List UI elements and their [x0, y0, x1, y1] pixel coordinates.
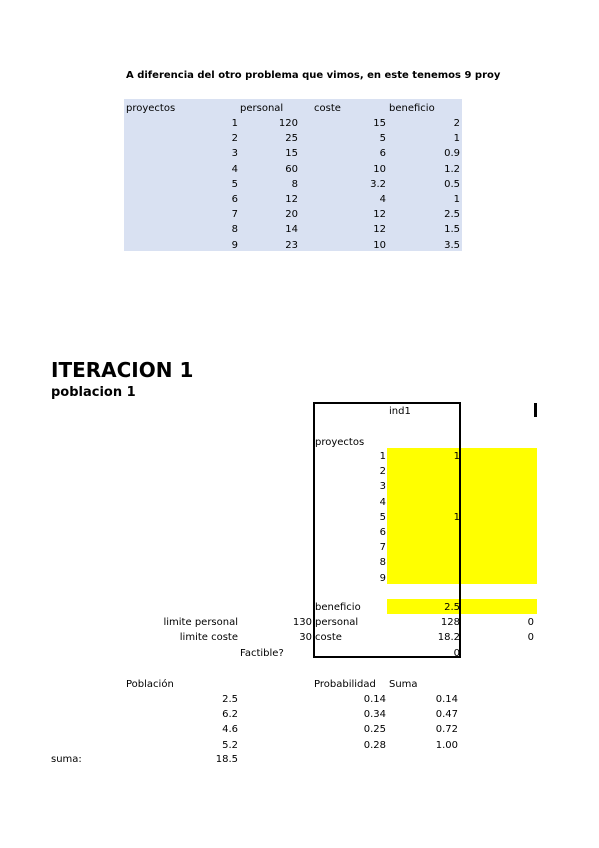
project-number: 9	[379, 572, 386, 584]
table-cell-beneficio: 1.5	[444, 224, 460, 236]
next-individual-edge	[534, 403, 537, 417]
iteration-title: ITERACION 1	[51, 358, 194, 382]
table-cell-proyecto: 9	[231, 239, 238, 251]
table-cell-coste: 15	[373, 118, 386, 129]
project-number: 7	[379, 542, 386, 554]
table-cell-coste: 3.2	[370, 178, 386, 190]
table-cell-coste: 12	[373, 209, 386, 221]
population-title: poblacion 1	[51, 385, 136, 400]
intro-text: A diferencia del otro problema que vimos, en este tenemos 9 proy	[126, 70, 501, 81]
probability-value: 0.25	[363, 724, 386, 736]
table-cell-beneficio: 1	[453, 133, 460, 145]
table-cell-beneficio: 2	[453, 118, 460, 129]
table-cell-proyecto: 5	[231, 178, 238, 190]
cumulative-sum-value: 0.47	[435, 709, 458, 721]
table-cell-proyecto: 2	[231, 133, 238, 145]
table-cell-proyecto: 3	[231, 148, 238, 160]
beneficio-label: beneficio	[315, 602, 361, 613]
table-cell-personal: 15	[285, 148, 298, 160]
table-cell-personal: 8	[291, 178, 298, 190]
table-cell-beneficio: 1.2	[444, 163, 460, 175]
gene-value: 1	[453, 511, 460, 523]
individual-header: ind1	[389, 406, 411, 417]
table-cell-coste: 12	[373, 224, 386, 236]
personal-label: personal	[315, 617, 359, 628]
table-cell-personal: 23	[285, 239, 298, 251]
table-cell-proyecto: 4	[231, 163, 238, 175]
table-cell-personal: 20	[285, 209, 298, 221]
project-number: 4	[379, 496, 386, 508]
cumulative-sum-value: 0.14	[435, 694, 458, 705]
individual-projects-label: proyectos	[315, 437, 365, 448]
table-cell-proyecto: 6	[231, 194, 238, 205]
cumulative-sum-value: 1.00	[435, 739, 458, 751]
gene-value: 1	[453, 451, 460, 462]
total-label: suma:	[51, 754, 82, 765]
table-cell-coste: 5	[379, 133, 386, 145]
probabilidad-header: Probabilidad	[314, 679, 376, 690]
probability-value: 0.28	[363, 739, 386, 751]
suma-header: Suma	[389, 679, 418, 690]
population-value: 4.6	[222, 724, 238, 736]
personal-value: 128	[440, 617, 460, 628]
coste-value: 18.2	[437, 632, 460, 643]
table-cell-beneficio: 2.5	[444, 209, 460, 221]
beneficio-value: 2.5	[444, 602, 460, 613]
table-cell-coste: 4	[379, 194, 386, 205]
coste-label: coste	[315, 632, 342, 643]
table-cell-proyecto: 7	[231, 209, 238, 221]
table-cell-beneficio: 0.5	[444, 178, 460, 190]
table-cell-beneficio: 3.5	[444, 239, 460, 251]
table-cell-coste: 10	[373, 239, 386, 251]
table-cell-personal: 14	[285, 224, 298, 236]
limit-personal-label: limite personal	[163, 617, 238, 628]
project-number: 1	[379, 451, 386, 462]
probability-value: 0.34	[363, 709, 386, 721]
project-number: 6	[379, 527, 386, 538]
table-cell-proyecto: 1	[231, 118, 238, 129]
table-cell-proyecto: 8	[231, 224, 238, 236]
population-value: 5.2	[222, 739, 238, 751]
poblacion-header: Población	[126, 679, 174, 690]
header-coste: coste	[314, 103, 341, 114]
header-proyectos: proyectos	[126, 103, 176, 114]
limit-coste-value: 30	[299, 632, 312, 643]
next-coste-value: 0	[527, 632, 534, 643]
project-number: 5	[379, 511, 386, 523]
cumulative-sum-value: 0.72	[435, 724, 458, 736]
table-cell-beneficio: 1	[453, 194, 460, 205]
table-cell-personal: 60	[285, 163, 298, 175]
project-number: 2	[379, 466, 386, 478]
factible-value: 0	[453, 648, 460, 659]
table-cell-beneficio: 0.9	[444, 148, 460, 160]
table-cell-personal: 120	[278, 118, 298, 129]
population-value: 2.5	[222, 694, 238, 705]
population-value: 6.2	[222, 709, 238, 721]
header-personal: personal	[240, 103, 284, 114]
project-number: 3	[379, 481, 386, 493]
probability-value: 0.14	[363, 694, 386, 705]
table-cell-coste: 10	[373, 163, 386, 175]
header-beneficio: beneficio	[389, 103, 435, 114]
table-cell-personal: 12	[285, 194, 298, 205]
table-cell-coste: 6	[379, 148, 386, 160]
limit-personal-value: 130	[292, 617, 312, 628]
project-number: 8	[379, 557, 386, 569]
limit-coste-label: limite coste	[179, 632, 238, 643]
next-personal-value: 0	[527, 617, 534, 628]
table-cell-personal: 25	[285, 133, 298, 145]
factible-label: Factible?	[240, 648, 284, 659]
total-value: 18.5	[215, 754, 238, 765]
